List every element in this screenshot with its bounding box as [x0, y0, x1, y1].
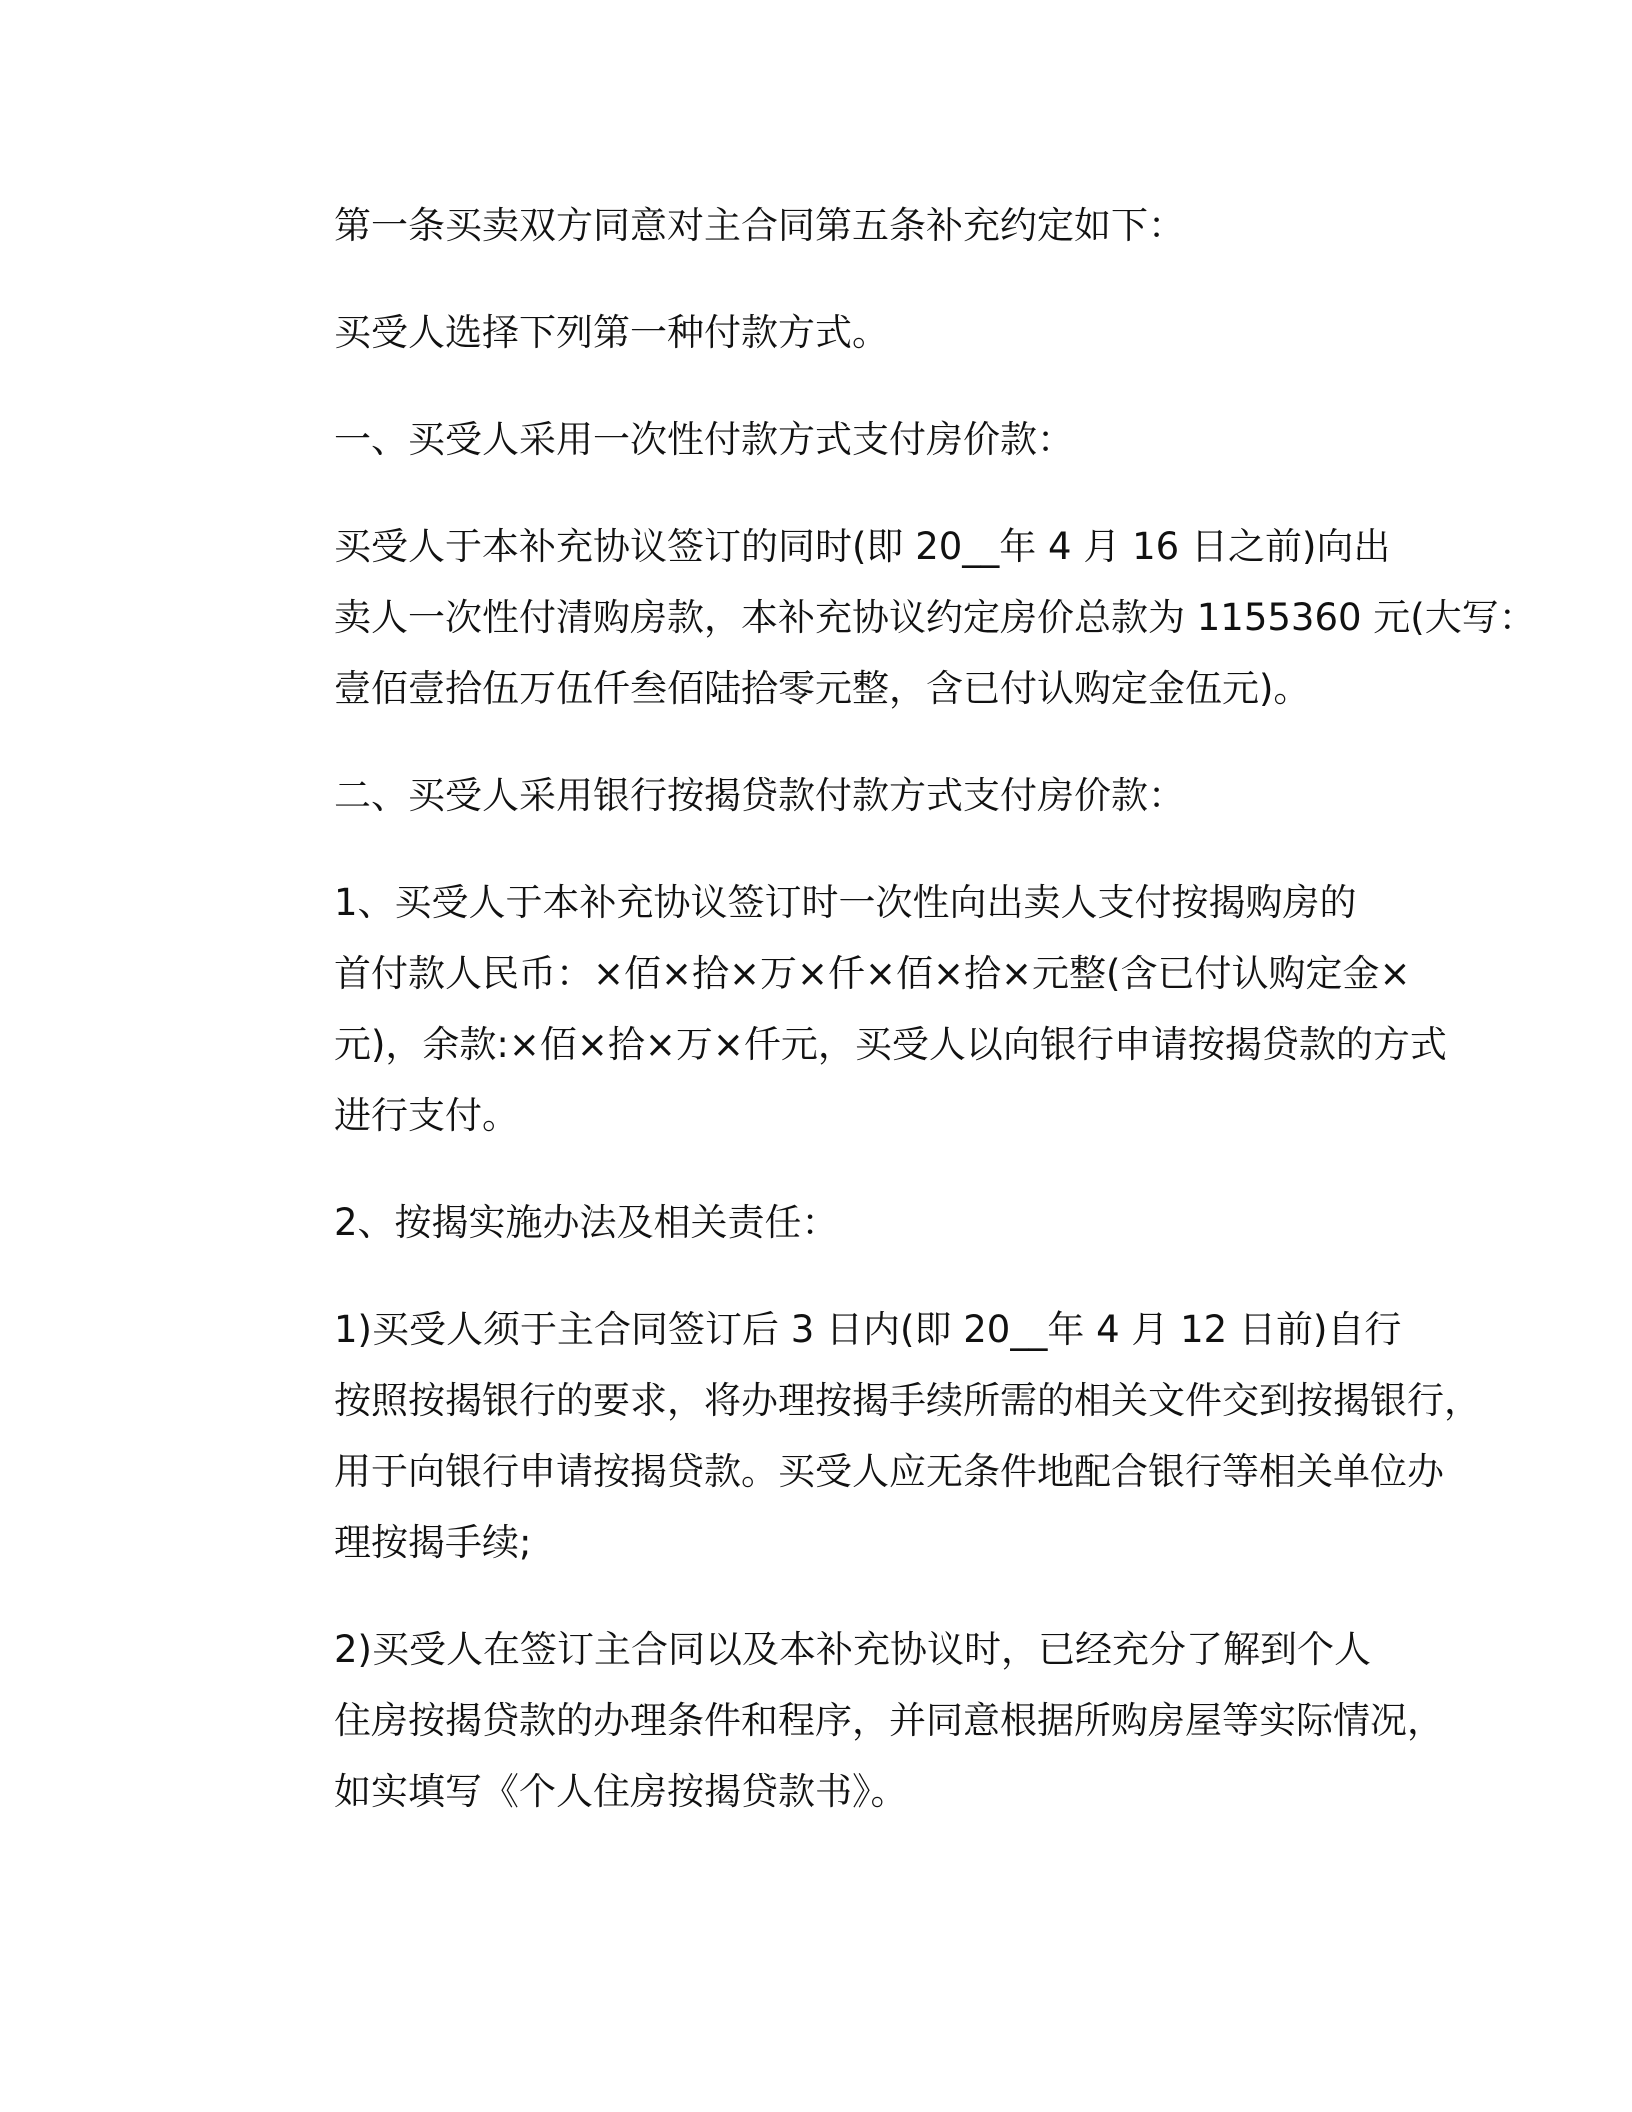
- paragraph-line: 一、买受人采用一次性付款方式支付房价款：: [334, 418, 1074, 461]
- paragraph-line: 用于向银行申请按揭贷款。买受人应无条件地配合银行等相关单位办: [334, 1450, 1444, 1493]
- paragraph-line: 第一条买卖双方同意对主合同第五条补充约定如下：: [334, 204, 1185, 247]
- paragraph-section-two-heading: [240, 760, 1410, 831]
- paragraph-line: 元)，余款:×佰×拾×万×仟元，买受人以向银行申请按揭贷款的方式: [334, 1023, 1447, 1066]
- paragraph-line: 首付款人民币：×佰×拾×万×仟×佰×拾×元整(含已付认购定金×: [334, 952, 1411, 995]
- paragraph-line: 2、按揭实施办法及相关责任：: [334, 1201, 839, 1244]
- paragraph-payment-choice: [240, 297, 1410, 368]
- paragraph-line: 1、买受人于本补充协议签订时一次性向出卖人支付按揭购房的: [334, 881, 1357, 924]
- paragraph-lump-sum-terms: [240, 511, 1536, 724]
- paragraph-line: 进行支付。: [334, 1094, 519, 1137]
- document-page: [240, 190, 1536, 1863]
- paragraph-line: 买受人于本补充协议签订的同时(即 20__年 4 月 16 日之前)向出: [334, 525, 1391, 568]
- paragraph-mortgage-heading: [240, 1187, 1410, 1258]
- paragraph-mortgage-item-1: [240, 1294, 1481, 1578]
- paragraph-section-one-heading: [240, 404, 1410, 475]
- paragraph-line: 2)买受人在签订主合同以及本补充协议时，已经充分了解到个人: [334, 1628, 1371, 1671]
- paragraph-line: 理按揭手续;: [334, 1521, 532, 1564]
- paragraph-article-one: [240, 190, 1410, 261]
- paragraph-mortgage-item-2: [240, 1614, 1444, 1827]
- paragraph-line: 二、买受人采用银行按揭贷款付款方式支付房价款：: [334, 774, 1185, 817]
- paragraph-line: 壹佰壹拾伍万伍仟叁佰陆拾零元整，含已付认购定金伍元)。: [334, 667, 1311, 710]
- paragraph-line: 卖人一次性付清购房款，本补充协议约定房价总款为 1155360 元(大写：: [334, 596, 1536, 639]
- paragraph-line: 按照按揭银行的要求，将办理按揭手续所需的相关文件交到按揭银行，: [334, 1379, 1481, 1422]
- paragraph-line: 如实填写《个人住房按揭贷款书》。: [334, 1770, 908, 1813]
- paragraph-line: 住房按揭贷款的办理条件和程序，并同意根据所购房屋等实际情况，: [334, 1699, 1444, 1742]
- paragraph-line: 买受人选择下列第一种付款方式。: [334, 311, 889, 354]
- paragraph-line: 1)买受人须于主合同签订后 3 日内(即 20__年 4 月 12 日前)自行: [334, 1308, 1402, 1351]
- paragraph-down-payment: [240, 867, 1447, 1151]
